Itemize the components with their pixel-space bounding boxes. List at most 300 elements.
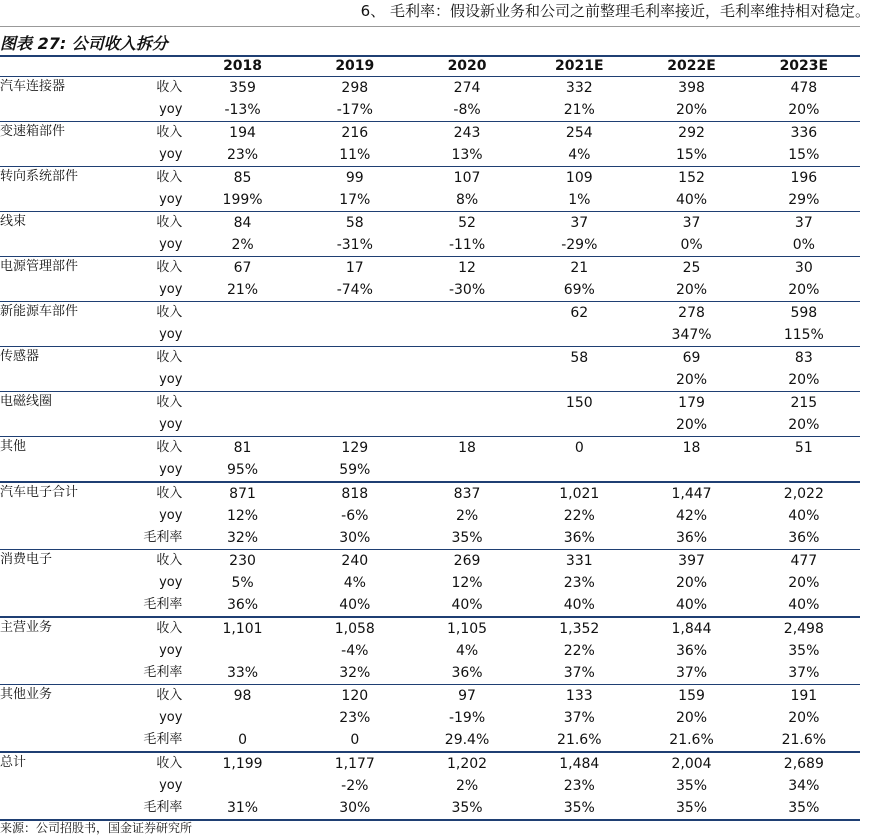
value-cell: 0% — [680, 237, 703, 253]
value-cell: 159 — [635, 685, 747, 708]
value-cell: 22% — [563, 643, 595, 659]
metric-label: 收入 — [108, 122, 186, 145]
value-cell: 69 — [635, 347, 747, 370]
table-row — [0, 459, 860, 482]
value-cell: 107 — [411, 167, 523, 190]
metric-label: yoy — [159, 282, 183, 297]
value-cell: 12% — [451, 575, 483, 591]
metric-label: yoy — [159, 462, 183, 477]
segment-name — [0, 369, 108, 392]
metric-label: 收入 — [108, 167, 186, 190]
value-cell: 1,447 — [635, 482, 747, 505]
value-cell: 59% — [339, 462, 371, 478]
metric-label: 收入 — [108, 550, 186, 573]
value-cell: 58 — [523, 347, 635, 370]
value-cell: 98 — [186, 685, 298, 708]
metric-label: 收入 — [108, 392, 186, 415]
table-row — [0, 685, 860, 708]
table-row — [0, 122, 860, 145]
metric-label: 毛利率 — [143, 732, 183, 747]
value-cell — [186, 640, 298, 662]
segment-name — [0, 775, 108, 797]
value-cell: 36% — [788, 530, 820, 546]
value-cell: 35% — [675, 778, 708, 794]
segment-name: 传感器 — [0, 347, 108, 370]
segment-name: 转向系统部件 — [0, 167, 108, 190]
value-cell: 84 — [186, 212, 298, 235]
value-cell: 85 — [186, 167, 298, 190]
value-cell: 30% — [299, 797, 411, 820]
value-cell: -13% — [224, 102, 261, 118]
value-cell — [186, 369, 298, 392]
value-cell: 20% — [788, 575, 820, 591]
value-cell: 20% — [675, 372, 708, 388]
year-header: 2021E — [523, 56, 635, 77]
year-header: 2020 — [411, 56, 523, 77]
value-cell: 22% — [563, 508, 595, 524]
value-cell: 332 — [565, 80, 593, 96]
table-row — [0, 392, 860, 415]
value-cell: 1,484 — [523, 752, 635, 775]
segment-name — [0, 594, 108, 617]
value-cell — [411, 414, 523, 437]
value-cell: 20% — [788, 282, 820, 298]
value-cell — [186, 347, 298, 370]
value-cell: 37% — [788, 665, 820, 681]
value-cell: 15% — [788, 147, 820, 163]
value-cell: 2% — [455, 508, 479, 524]
segment-name: 总计 — [0, 752, 108, 775]
value-cell: 21% — [563, 102, 595, 118]
source-note: 来源：公司招股书，国金证券研究所 — [0, 821, 193, 835]
header-blank-name — [0, 56, 108, 77]
header-row — [0, 56, 860, 77]
value-cell — [411, 347, 523, 370]
metric-label: 毛利率 — [108, 797, 186, 820]
metric-label: 收入 — [108, 302, 186, 325]
value-cell: 62 — [523, 302, 635, 325]
table-row — [0, 640, 860, 662]
value-cell: 35% — [523, 797, 635, 820]
value-cell: 871 — [186, 482, 298, 505]
value-cell: -31% — [336, 237, 373, 253]
metric-label: 毛利率 — [143, 665, 183, 680]
value-cell — [186, 392, 298, 415]
segment-name — [0, 505, 108, 527]
value-cell: 20% — [675, 102, 708, 118]
value-cell: 20% — [675, 282, 708, 298]
value-cell: 37% — [563, 710, 595, 726]
value-cell: 23% — [563, 575, 595, 591]
value-cell — [748, 459, 860, 482]
value-cell: 17 — [299, 257, 411, 280]
value-cell — [299, 392, 411, 415]
value-cell: 37 — [748, 212, 860, 235]
value-cell: 194 — [186, 122, 298, 145]
value-cell: 115% — [783, 327, 824, 343]
metric-label: 收入 — [108, 212, 186, 235]
value-cell: 274 — [453, 80, 481, 96]
metric-label: yoy — [159, 147, 183, 162]
value-cell: 4% — [455, 643, 479, 659]
value-cell: -2% — [341, 778, 369, 794]
value-cell: 5% — [231, 575, 254, 591]
value-cell: 30 — [748, 257, 860, 280]
segment-name — [0, 99, 108, 122]
table-row — [0, 212, 860, 235]
table-row — [0, 414, 860, 437]
value-cell — [411, 324, 523, 347]
table-row — [0, 775, 860, 797]
value-cell: -8% — [453, 102, 481, 118]
value-cell: 67 — [186, 257, 298, 280]
metric-label: yoy — [159, 327, 183, 342]
value-cell — [411, 392, 523, 415]
segment-name — [0, 707, 108, 729]
revenue-breakdown-table-wrap — [0, 56, 860, 821]
metric-label: 收入 — [108, 752, 186, 775]
value-cell: 1,199 — [186, 752, 298, 775]
value-cell: 29.4% — [444, 732, 490, 748]
segment-name: 其他 — [0, 437, 108, 460]
value-cell: 347% — [671, 327, 712, 343]
value-cell: 17% — [339, 192, 371, 208]
value-cell: 52 — [411, 212, 523, 235]
value-cell: 32% — [339, 665, 371, 681]
value-cell: 18 — [411, 437, 523, 460]
value-cell: 35% — [635, 797, 747, 820]
value-cell — [186, 302, 298, 325]
table-row — [0, 257, 860, 280]
metric-label: yoy — [159, 643, 183, 658]
table-row — [0, 662, 860, 685]
value-cell: 1,844 — [635, 617, 747, 640]
value-cell: 23% — [339, 710, 371, 726]
value-cell: -29% — [561, 237, 598, 253]
value-cell: 0% — [792, 237, 815, 253]
value-cell: 133 — [523, 685, 635, 708]
value-cell: 150 — [523, 392, 635, 415]
table-row — [0, 505, 860, 527]
value-cell: 20% — [788, 372, 820, 388]
metric-label: yoy — [159, 102, 183, 117]
metric-label: 毛利率 — [143, 597, 183, 612]
metric-label: yoy — [159, 237, 183, 252]
value-cell: 215 — [748, 392, 860, 415]
value-cell: 292 — [635, 122, 747, 145]
value-cell: 818 — [299, 482, 411, 505]
segment-name — [0, 324, 108, 347]
value-cell: 477 — [748, 550, 860, 573]
value-cell: 1% — [568, 192, 591, 208]
value-cell: 254 — [523, 122, 635, 145]
value-cell: 40% — [339, 597, 371, 613]
table-row — [0, 752, 860, 775]
value-cell: -19% — [448, 710, 486, 726]
table-row — [0, 279, 860, 302]
value-cell: 837 — [411, 482, 523, 505]
value-cell: -17% — [336, 102, 373, 118]
value-cell: 216 — [299, 122, 411, 145]
value-cell: 97 — [411, 685, 523, 708]
value-cell — [411, 459, 523, 482]
metric-label: yoy — [159, 372, 183, 387]
table-row — [0, 302, 860, 325]
segment-name — [0, 234, 108, 257]
value-cell: 25 — [635, 257, 747, 280]
segment-name — [0, 459, 108, 482]
value-cell — [299, 414, 411, 437]
value-cell: 37 — [635, 212, 747, 235]
value-cell: 21% — [226, 282, 259, 298]
value-cell: 83 — [748, 347, 860, 370]
value-cell: 199% — [222, 192, 263, 208]
metric-label: yoy — [159, 778, 183, 793]
value-cell: 196 — [748, 167, 860, 190]
metric-label: yoy — [159, 417, 183, 432]
segment-name — [0, 189, 108, 212]
value-cell: 191 — [748, 685, 860, 708]
segment-name: 电源管理部件 — [0, 257, 108, 280]
value-cell: 1,177 — [299, 752, 411, 775]
segment-name: 线束 — [0, 212, 108, 235]
segment-name: 新能源车部件 — [0, 302, 108, 325]
value-cell: 34% — [788, 778, 820, 794]
value-cell: 20% — [675, 575, 708, 591]
value-cell: 40% — [788, 508, 820, 524]
metric-label: 收入 — [156, 80, 183, 95]
value-cell: 2,022 — [748, 482, 860, 505]
value-cell — [186, 775, 298, 797]
year-header: 2022E — [635, 56, 747, 77]
value-cell: -4% — [341, 643, 369, 659]
value-cell: 36% — [451, 665, 483, 681]
value-cell: 1,058 — [299, 617, 411, 640]
value-cell: 2,689 — [748, 752, 860, 775]
segment-name — [0, 572, 108, 594]
segment-name — [0, 279, 108, 302]
value-cell — [299, 369, 411, 392]
value-cell: 0 — [238, 732, 247, 748]
table-row — [0, 167, 860, 190]
value-cell: 23% — [226, 147, 259, 163]
value-cell: 0 — [523, 437, 635, 460]
value-cell: 33% — [226, 665, 259, 681]
value-cell: 40% — [451, 597, 483, 613]
metric-label: 收入 — [108, 482, 186, 505]
value-cell: 40% — [675, 597, 708, 613]
value-cell: 20% — [788, 102, 820, 118]
value-cell: 359 — [229, 80, 256, 96]
value-cell: 35% — [788, 643, 820, 659]
metric-label: yoy — [159, 710, 183, 725]
table-row — [0, 234, 860, 257]
segment-name — [0, 527, 108, 550]
metric-label: yoy — [159, 192, 183, 207]
segment-name — [0, 797, 108, 820]
year-header: 2023E — [748, 56, 860, 77]
value-cell — [411, 302, 523, 325]
value-cell: 29% — [788, 192, 820, 208]
revenue-breakdown-table — [0, 56, 860, 821]
value-cell: -30% — [448, 282, 486, 298]
table-row — [0, 347, 860, 370]
value-cell: 30% — [339, 530, 371, 546]
value-cell: 179 — [635, 392, 747, 415]
value-cell: 20% — [788, 417, 820, 433]
value-cell: 13% — [451, 147, 483, 163]
value-cell: 40% — [675, 192, 708, 208]
value-cell: 240 — [299, 550, 411, 573]
table-row — [0, 369, 860, 392]
value-cell: 15% — [675, 147, 708, 163]
table-row — [0, 324, 860, 347]
value-cell: 20% — [788, 710, 820, 726]
value-cell: -74% — [336, 282, 373, 298]
value-cell: 1,101 — [186, 617, 298, 640]
value-cell: 23% — [563, 778, 595, 794]
value-cell: 36% — [675, 643, 708, 659]
value-cell — [186, 324, 298, 347]
segment-name — [0, 414, 108, 437]
value-cell: 18 — [635, 437, 747, 460]
value-cell: 2% — [455, 778, 479, 794]
segment-name — [0, 662, 108, 685]
value-cell: 397 — [635, 550, 747, 573]
value-cell: 298 — [341, 80, 369, 96]
segment-name: 主营业务 — [0, 617, 108, 640]
table-row — [0, 144, 860, 167]
value-cell: 129 — [299, 437, 411, 460]
value-cell — [411, 369, 523, 392]
segment-name — [0, 729, 108, 752]
value-cell: 1,105 — [411, 617, 523, 640]
value-cell: 21 — [523, 257, 635, 280]
value-cell: 35% — [451, 530, 483, 546]
table-row — [0, 99, 860, 122]
value-cell — [523, 459, 635, 482]
year-header: 2019 — [299, 56, 411, 77]
segment-name: 其他业务 — [0, 685, 108, 708]
table-row — [0, 527, 860, 550]
metric-label: 收入 — [108, 685, 186, 708]
table-body — [0, 77, 860, 821]
value-cell: 95% — [226, 462, 259, 478]
segment-name: 汽车电子合计 — [0, 482, 108, 505]
value-cell: 32% — [226, 530, 259, 546]
value-cell: 109 — [523, 167, 635, 190]
value-cell: 152 — [635, 167, 747, 190]
value-cell: 398 — [678, 80, 705, 96]
value-cell: 35% — [411, 797, 523, 820]
value-cell — [299, 347, 411, 370]
segment-name: 电磁线圈 — [0, 392, 108, 415]
value-cell — [299, 324, 411, 347]
value-cell: 81 — [186, 437, 298, 460]
segment-name: 汽车连接器 — [0, 79, 66, 94]
value-cell: 278 — [635, 302, 747, 325]
value-cell — [635, 459, 747, 482]
value-cell — [523, 324, 635, 347]
table-row — [0, 729, 860, 752]
value-cell: 42% — [675, 508, 708, 524]
value-cell — [186, 414, 298, 437]
metric-label: 收入 — [108, 437, 186, 460]
value-cell: 8% — [455, 192, 479, 208]
value-cell — [523, 369, 635, 392]
value-cell: 21.6% — [669, 732, 714, 748]
value-cell: 478 — [790, 80, 818, 96]
segment-name — [0, 144, 108, 167]
value-cell: 4% — [568, 147, 591, 163]
table-row — [0, 482, 860, 505]
value-cell: 40% — [788, 597, 820, 613]
value-cell: 2,004 — [635, 752, 747, 775]
value-cell: 58 — [299, 212, 411, 235]
value-cell: 2,498 — [748, 617, 860, 640]
table-row — [0, 77, 860, 100]
value-cell: 331 — [523, 550, 635, 573]
value-cell: 36% — [226, 597, 259, 613]
value-cell: 31% — [186, 797, 298, 820]
table-title-bar — [0, 26, 860, 57]
metric-label: 收入 — [108, 617, 186, 640]
value-cell: 269 — [411, 550, 523, 573]
value-cell: 21.6% — [557, 732, 602, 748]
value-cell: 20% — [675, 710, 708, 726]
value-cell: 21.6% — [781, 732, 827, 748]
value-cell: 0 — [350, 732, 360, 748]
value-cell: 2% — [231, 237, 254, 253]
table-row — [0, 797, 860, 820]
table-row — [0, 550, 860, 573]
value-cell: 37% — [563, 665, 595, 681]
value-cell: 20% — [675, 417, 708, 433]
value-cell: 12% — [226, 508, 259, 524]
metric-label: 收入 — [108, 347, 186, 370]
value-cell: 51 — [748, 437, 860, 460]
value-cell: 35% — [748, 797, 860, 820]
value-cell: 11% — [339, 147, 371, 163]
top-note: 6、 毛利率：假设新业务和公司之前整理毛利率接近，毛利率维持相对稳定。 — [360, 2, 870, 20]
table-row — [0, 572, 860, 594]
header-blank-metric — [108, 56, 186, 77]
year-header: 2018 — [186, 56, 298, 77]
metric-label: 毛利率 — [143, 530, 183, 545]
value-cell: 12 — [411, 257, 523, 280]
value-cell: 243 — [411, 122, 523, 145]
value-cell: 1,352 — [523, 617, 635, 640]
table-row — [0, 189, 860, 212]
segment-name: 变速箱部件 — [0, 122, 108, 145]
value-cell — [186, 707, 298, 729]
value-cell: 230 — [186, 550, 298, 573]
value-cell: -11% — [448, 237, 486, 253]
table-row — [0, 437, 860, 460]
value-cell: 99 — [299, 167, 411, 190]
value-cell: 4% — [343, 575, 366, 591]
value-cell: 37% — [675, 665, 708, 681]
table-row — [0, 617, 860, 640]
value-cell: 36% — [563, 530, 595, 546]
value-cell — [299, 302, 411, 325]
value-cell: 37 — [523, 212, 635, 235]
value-cell — [523, 414, 635, 437]
segment-name: 消费电子 — [0, 550, 108, 573]
value-cell: 36% — [675, 530, 708, 546]
value-cell: 69% — [563, 282, 595, 298]
table-title: 图表 27: 公司收入拆分 — [0, 34, 168, 53]
